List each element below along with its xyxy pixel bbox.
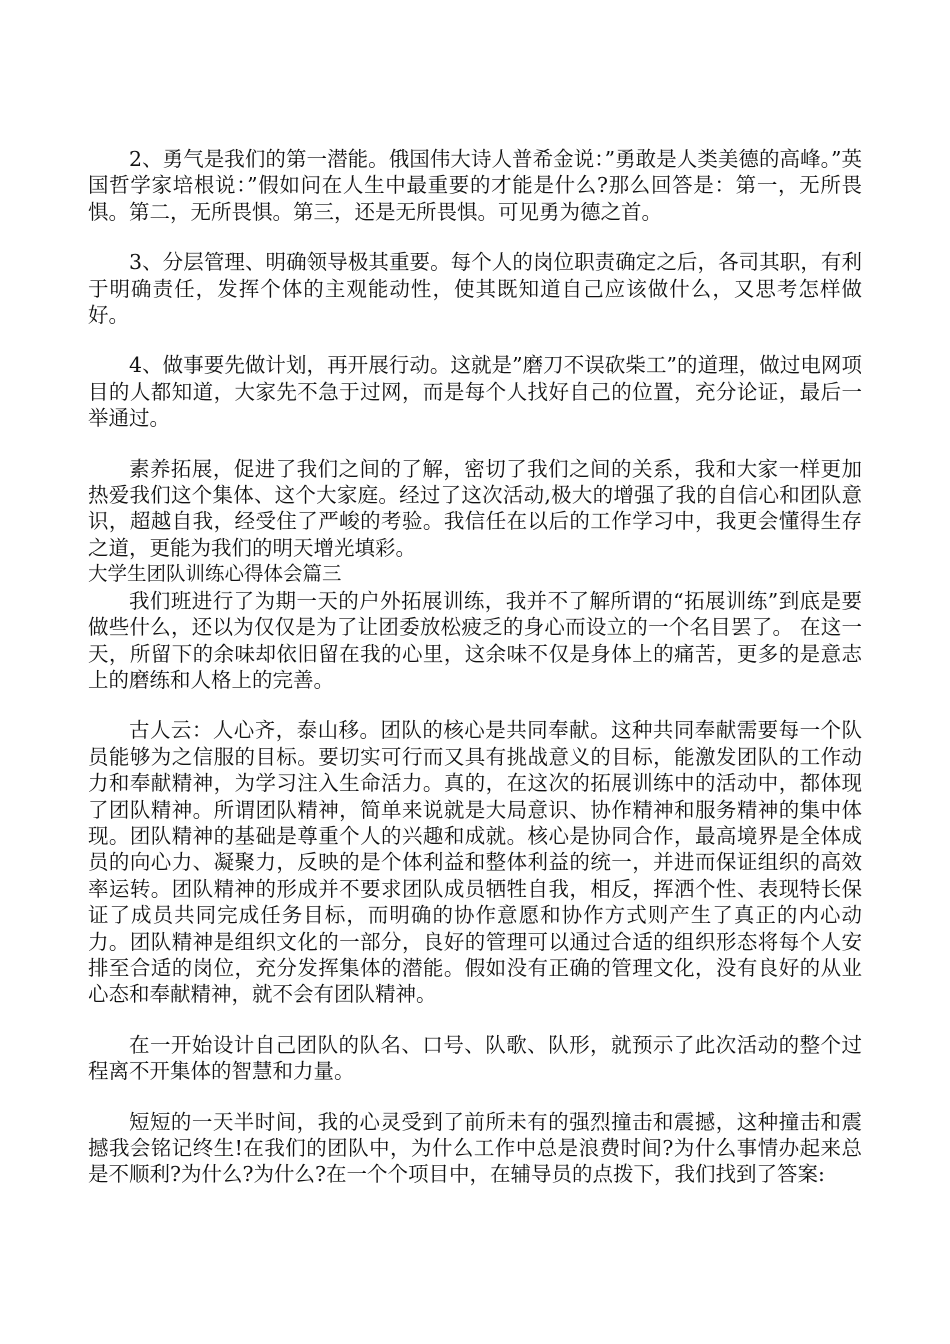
paragraph-courage: 2、勇气是我们的第一潜能。俄国伟大诗人普希金说：”勇敢是人类美德的高峰。”英国哲学家培根说：”假如问在人生中最重要的才能是什么?那么回答是：第一，无所畏惧。第二，无所畏惧。第三，还是无所畏惧。可见勇为德之首。 bbox=[88, 147, 862, 224]
paragraph-outdoor-training: 我们班进行了为期一天的户外拓展训练，我并不了解所谓的“拓展训练”到底是要做些什么，还以为仅仅是为了让团委放松疲乏的身心而设立的一个名目罢了。 在这一天，所留下的余味却依旧留在我的心里，这余味不仅是身体上的痛苦，更多的是意志上的磨练和人格上的完善。 bbox=[88, 588, 862, 692]
document-page bbox=[88, 146, 862, 1212]
paragraph-layered-management: 3、分层管理、明确领导极其重要。每个人的岗位职责确定之后，各司其职，有利于明确责任，发挥个体的主观能动性，使其既知道自己应该做什么，又思考怎样做好。 bbox=[88, 250, 862, 328]
paragraph-team-spirit: 古人云：人心齐，泰山移。团队的核心是共同奉献。这种共同奉献需要每一个队员能够为之信服的目标。要切实可行而又具有挑战意义的目标，能激发团队的工作动力和奉献精神，为学习注入生命活力。真的，在这次的拓展训练中的活动中，都体现了团队精神。所谓团队精神，简单来说就是大局意识、协作精神和服务精神的集中体现。团队精神的基础是尊重个人的兴趣和成就。核心是协同合作，最高境界是全体成员的向心力、凝聚力，反映的是个体利益和整体利益的统一，并进而保证组织的高效率运转。团队精神的形成并不要求团队成员牺牲自我，相反，挥洒个性、表现特长保证了成员共同完成任务目标，而明确的协作意愿和协作方式则产生了真正的内心动力。团队精神是组织文化的一部分，良好的管理可以通过合适的组织形态将每个人安排至合适的岗位，充分发挥集体的潜能。假如没有正确的管理文化，没有良好的从业心态和奉献精神，就不会有团队精神。 bbox=[88, 718, 862, 1007]
paragraph-plan-first: 4、做事要先做计划，再开展行动。这就是”磨刀不误砍柴工”的道理，做过电网项目的人都知道，大家先不急于过网，而是每个人找好自己的位置，充分论证，最后一举通过。 bbox=[88, 353, 862, 431]
paragraph-team-name: 在一开始设计自己团队的队名、口号、队歌、队形，就预示了此次活动的整个过程离不开集体的智慧和力量。 bbox=[88, 1032, 862, 1084]
paragraph-one-and-half-days: 短短的一天半时间，我的心灵受到了前所未有的强烈撞击和震撼，这种撞击和震撼我会铭记终生!在我们的团队中，为什么工作中总是浪费时间?为什么事情办起来总是不顺利?为什么?为什么?在一个个项目中，在辅导员的点拨下，我们找到了答案: bbox=[88, 1109, 862, 1187]
paragraph-quality-expansion: 素养拓展，促进了我们之间的了解，密切了我们之间的关系，我和大家一样更加热爱我们这个集体、这个大家庭。经过了这次活动,极大的增强了我的自信心和团队意识，超越自我，经受住了严峻的考验。我信任在以后的工作学习中，我更会懂得生存之道，更能为我们的明天增光填彩。 bbox=[88, 456, 862, 560]
section-heading: 大学生团队训练心得体会篇三 bbox=[88, 562, 342, 586]
